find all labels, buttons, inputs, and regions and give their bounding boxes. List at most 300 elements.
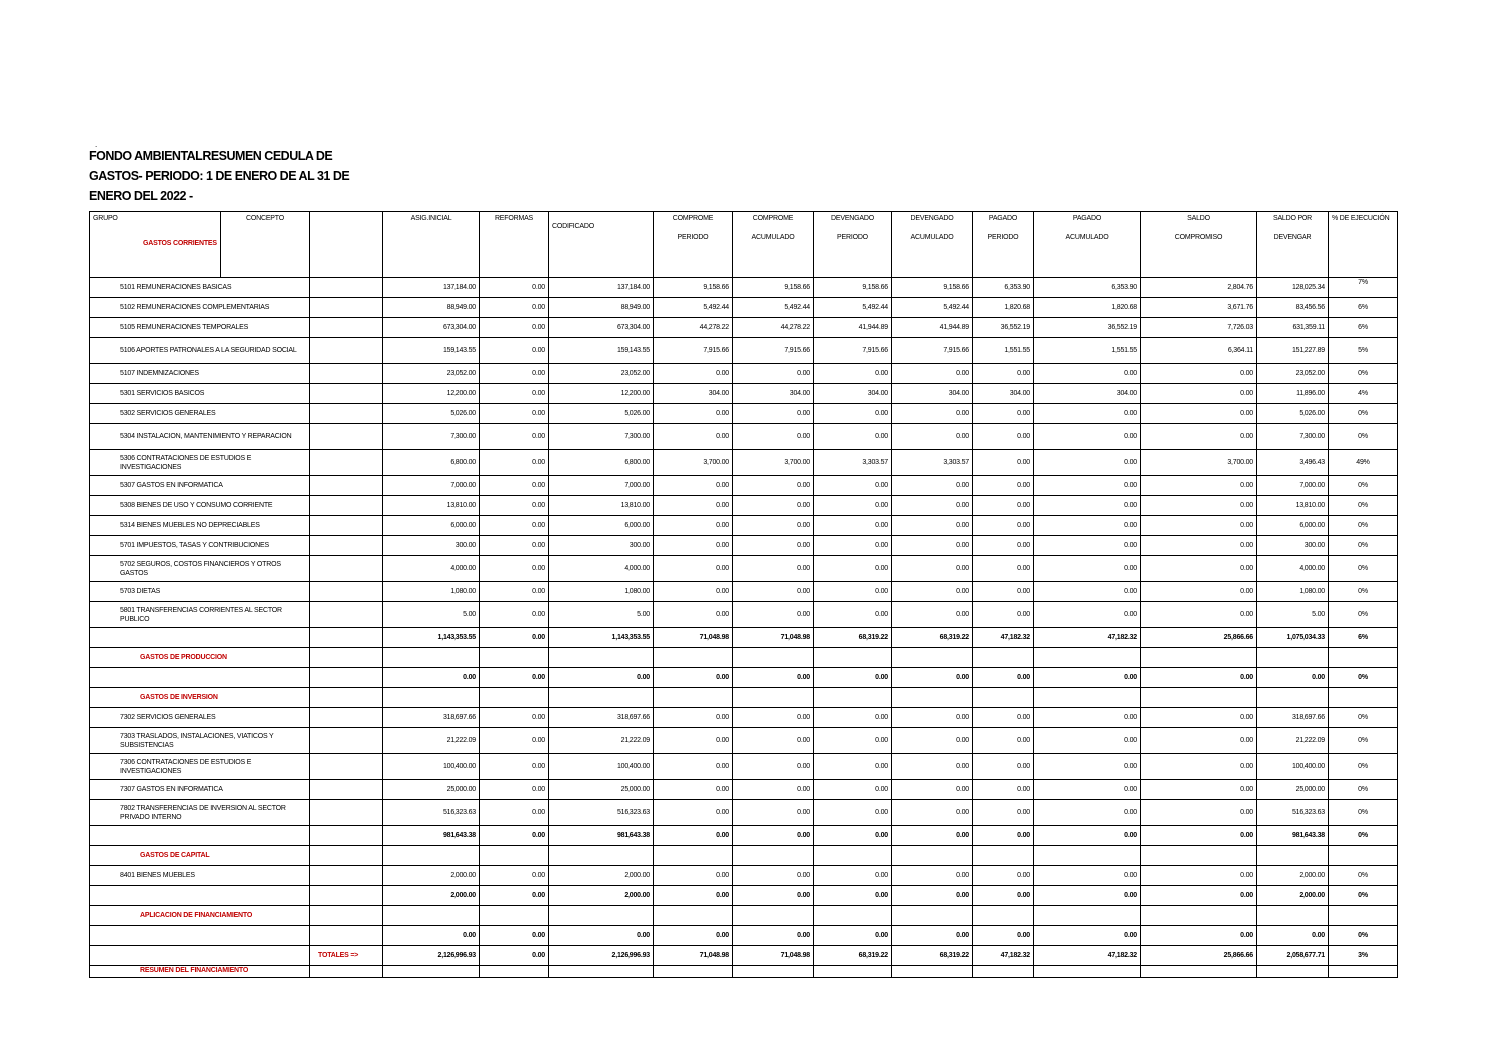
pag-acum-cell: 0.00 bbox=[1034, 476, 1141, 496]
pct-cell: 0% bbox=[1329, 424, 1398, 450]
header-reformas bbox=[480, 212, 549, 278]
dev-periodo-cell: 7,915.66 bbox=[814, 338, 892, 364]
comp-periodo-cell: 0.00 bbox=[654, 602, 733, 628]
table-row bbox=[90, 728, 1398, 754]
pag-acum-cell: 0.00 bbox=[1034, 582, 1141, 602]
codificado-cell: 6,800.00 bbox=[549, 450, 654, 476]
row-label-cell bbox=[310, 278, 383, 298]
asig-cell: 13,810.00 bbox=[383, 496, 480, 516]
empty-cell bbox=[733, 846, 814, 866]
reformas-cell: 0.00 bbox=[480, 450, 549, 476]
dev-periodo-cell: 0.00 bbox=[814, 754, 892, 780]
empty-cell bbox=[1329, 846, 1398, 866]
reformas-cell: 0.00 bbox=[480, 556, 549, 582]
header-pag-periodo-2: PERIODO bbox=[987, 234, 1019, 241]
saldo-devengar-cell: 128,025.34 bbox=[1257, 278, 1329, 298]
empty-cell bbox=[973, 648, 1034, 668]
empty-cell bbox=[1141, 906, 1257, 926]
comp-acum-cell: 0.00 bbox=[733, 536, 814, 556]
dev-acum-cell: 5,492.44 bbox=[892, 298, 973, 318]
empty-cell bbox=[1034, 846, 1141, 866]
reformas-cell: 0.00 bbox=[480, 536, 549, 556]
pag-acum-cell: 0.00 bbox=[1034, 556, 1141, 582]
concepto-cell: 5703 DIETAS bbox=[90, 582, 310, 602]
subtotal-row bbox=[90, 886, 1398, 906]
table-body bbox=[90, 212, 1398, 978]
dev-periodo-cell: 0.00 bbox=[814, 728, 892, 754]
comp-periodo-cell: 71,048.98 bbox=[654, 628, 733, 648]
comp-acum-cell: 0.00 bbox=[733, 556, 814, 582]
reformas-cell: 0.00 bbox=[480, 582, 549, 602]
pag-acum-cell: 0.00 bbox=[1034, 496, 1141, 516]
empty-cell bbox=[549, 648, 654, 668]
reformas-cell: 0.00 bbox=[480, 278, 549, 298]
saldo-comp-cell: 6,364.11 bbox=[1141, 338, 1257, 364]
table-row bbox=[90, 424, 1398, 450]
total-blank bbox=[90, 886, 310, 906]
comp-acum-cell: 44,278.22 bbox=[733, 318, 814, 338]
comp-acum-cell: 7,915.66 bbox=[733, 338, 814, 364]
header-saldo-comp-2: COMPROMISO bbox=[1174, 234, 1223, 241]
reformas-cell: 0.00 bbox=[480, 602, 549, 628]
dev-periodo-cell: 0.00 bbox=[814, 780, 892, 800]
header-comp-periodo-1: COMPROME bbox=[672, 215, 714, 222]
row-label-cell bbox=[310, 926, 383, 946]
asig-cell: 6,800.00 bbox=[383, 450, 480, 476]
pag-acum-cell: 0.00 bbox=[1034, 780, 1141, 800]
header-dev-periodo-2: PERIODO bbox=[837, 234, 868, 241]
pag-periodo-cell: 0.00 bbox=[973, 516, 1034, 536]
table-row bbox=[90, 364, 1398, 384]
pag-periodo-cell: 0.00 bbox=[973, 800, 1034, 826]
total-blank bbox=[90, 668, 310, 688]
table-row bbox=[90, 338, 1398, 364]
comp-periodo-cell: 3,700.00 bbox=[654, 450, 733, 476]
report-title bbox=[89, 146, 379, 206]
asig-cell: 7,000.00 bbox=[383, 476, 480, 496]
dev-acum-cell: 0.00 bbox=[892, 926, 973, 946]
dev-periodo-cell: 304.00 bbox=[814, 384, 892, 404]
asig-cell: 673,304.00 bbox=[383, 318, 480, 338]
saldo-comp-cell: 0.00 bbox=[1141, 582, 1257, 602]
pag-periodo-cell: 0.00 bbox=[973, 536, 1034, 556]
pag-periodo-cell: 0.00 bbox=[973, 754, 1034, 780]
codificado-cell: 100,400.00 bbox=[549, 754, 654, 780]
asig-cell: 7,300.00 bbox=[383, 424, 480, 450]
row-label-cell bbox=[310, 364, 383, 384]
table-row bbox=[90, 536, 1398, 556]
reformas-cell: 0.00 bbox=[480, 728, 549, 754]
saldo-devengar-cell: 1,080.00 bbox=[1257, 582, 1329, 602]
reformas-cell: 0.00 bbox=[480, 338, 549, 364]
pag-acum-cell: 0.00 bbox=[1034, 450, 1141, 476]
asig-cell: 23,052.00 bbox=[383, 364, 480, 384]
saldo-devengar-cell: 13,810.00 bbox=[1257, 496, 1329, 516]
saldo-comp-cell: 0.00 bbox=[1141, 708, 1257, 728]
pct-cell: 0% bbox=[1329, 556, 1398, 582]
pag-acum-cell: 304.00 bbox=[1034, 384, 1141, 404]
dev-periodo-cell: 0.00 bbox=[814, 496, 892, 516]
dev-periodo-cell: 0.00 bbox=[814, 926, 892, 946]
row-label-cell bbox=[310, 496, 383, 516]
comp-acum-cell: 0.00 bbox=[733, 476, 814, 496]
header-comp-periodo-2: PERIODO bbox=[677, 234, 709, 241]
saldo-comp-cell: 0.00 bbox=[1141, 602, 1257, 628]
header-dev-acum-1: DEVENGADO bbox=[910, 215, 954, 222]
empty-cell bbox=[654, 906, 733, 926]
dev-periodo-cell: 9,158.66 bbox=[814, 278, 892, 298]
comp-acum-cell: 0.00 bbox=[733, 496, 814, 516]
section-label: GASTOS DE PRODUCCION bbox=[90, 648, 310, 668]
comp-periodo-cell: 0.00 bbox=[654, 926, 733, 946]
row-label-cell bbox=[310, 668, 383, 688]
row-label-cell bbox=[310, 298, 383, 318]
pag-periodo-cell: 0.00 bbox=[973, 450, 1034, 476]
header-dev-periodo-1: DEVENGADO bbox=[831, 215, 874, 222]
header-pct bbox=[1329, 212, 1398, 278]
empty-cell bbox=[1034, 906, 1141, 926]
total-blank bbox=[90, 826, 310, 846]
saldo-comp-cell: 0.00 bbox=[1141, 404, 1257, 424]
reformas-cell: 0.00 bbox=[480, 516, 549, 536]
header-row bbox=[90, 212, 1398, 278]
row-label-cell bbox=[310, 826, 383, 846]
comp-acum-cell: 0.00 bbox=[733, 826, 814, 846]
empty-cell bbox=[1257, 846, 1329, 866]
empty-cell bbox=[973, 966, 1034, 978]
table-row bbox=[90, 384, 1398, 404]
empty-cell bbox=[1329, 906, 1398, 926]
header-comp-acum-2: ACUMULADO bbox=[751, 234, 795, 241]
reformas-cell: 0.00 bbox=[480, 404, 549, 424]
pag-acum-cell: 0.00 bbox=[1034, 516, 1141, 536]
reformas-cell: 0.00 bbox=[480, 866, 549, 886]
saldo-devengar-cell: 7,000.00 bbox=[1257, 476, 1329, 496]
title-line-1: FONDO AMBIENTALRESUMEN CEDULA DE bbox=[89, 149, 333, 163]
pct-cell: 0% bbox=[1329, 516, 1398, 536]
empty-cell bbox=[733, 648, 814, 668]
saldo-comp-cell: 25,866.66 bbox=[1141, 946, 1257, 966]
header-dev-acum-2: ACUMULADO bbox=[910, 234, 954, 241]
header-saldo-devengar bbox=[1257, 212, 1329, 278]
pct-cell: 0% bbox=[1329, 800, 1398, 826]
codificado-cell: 159,143.55 bbox=[549, 338, 654, 364]
pag-acum-cell: 0.00 bbox=[1034, 708, 1141, 728]
table-row bbox=[90, 404, 1398, 424]
pag-acum-cell: 47,182.32 bbox=[1034, 946, 1141, 966]
comp-acum-cell: 0.00 bbox=[733, 728, 814, 754]
pct-cell: 6% bbox=[1329, 628, 1398, 648]
empty-cell bbox=[383, 648, 480, 668]
pct-cell: 0% bbox=[1329, 602, 1398, 628]
header-asig-label: ASIG.INICIAL bbox=[410, 215, 452, 222]
dev-periodo-cell: 0.00 bbox=[814, 668, 892, 688]
codificado-cell: 0.00 bbox=[549, 926, 654, 946]
reformas-cell: 0.00 bbox=[480, 754, 549, 780]
concepto-cell: 7302 SERVICIOS GENERALES bbox=[90, 708, 310, 728]
empty-cell bbox=[654, 846, 733, 866]
comp-acum-cell: 0.00 bbox=[733, 780, 814, 800]
section-label: GASTOS DE CAPITAL bbox=[90, 846, 310, 866]
empty-cell bbox=[310, 966, 383, 978]
header-concepto bbox=[221, 212, 310, 278]
empty-cell bbox=[310, 688, 383, 708]
table-row bbox=[90, 496, 1398, 516]
pct-cell: 7% bbox=[1329, 278, 1398, 298]
comp-acum-cell: 0.00 bbox=[733, 516, 814, 536]
pag-periodo-cell: 36,552.19 bbox=[973, 318, 1034, 338]
comp-periodo-cell: 0.00 bbox=[654, 754, 733, 780]
pag-acum-cell: 0.00 bbox=[1034, 404, 1141, 424]
pag-periodo-cell: 0.00 bbox=[973, 708, 1034, 728]
pct-cell: 0% bbox=[1329, 536, 1398, 556]
asig-cell: 0.00 bbox=[383, 926, 480, 946]
empty-cell bbox=[1141, 648, 1257, 668]
pag-periodo-cell: 6,353.90 bbox=[973, 278, 1034, 298]
dev-periodo-cell: 0.00 bbox=[814, 556, 892, 582]
saldo-devengar-cell: 23,052.00 bbox=[1257, 364, 1329, 384]
comp-acum-cell: 0.00 bbox=[733, 708, 814, 728]
pag-acum-cell: 36,552.19 bbox=[1034, 318, 1141, 338]
codificado-cell: 2,000.00 bbox=[549, 866, 654, 886]
codificado-cell: 981,643.38 bbox=[549, 826, 654, 846]
header-pag-periodo-1: PAGADO bbox=[988, 215, 1018, 222]
comp-acum-cell: 0.00 bbox=[733, 404, 814, 424]
row-label-cell bbox=[310, 424, 383, 450]
empty-cell bbox=[1034, 648, 1141, 668]
comp-periodo-cell: 0.00 bbox=[654, 668, 733, 688]
codificado-cell: 516,323.63 bbox=[549, 800, 654, 826]
section-label: RESUMEN DEL FINANCIAMIENTO bbox=[90, 966, 310, 978]
pag-periodo-cell: 0.00 bbox=[973, 866, 1034, 886]
dev-periodo-cell: 0.00 bbox=[814, 708, 892, 728]
table-row bbox=[90, 298, 1398, 318]
saldo-devengar-cell: 21,222.09 bbox=[1257, 728, 1329, 754]
dev-periodo-cell: 0.00 bbox=[814, 424, 892, 450]
dev-periodo-cell: 0.00 bbox=[814, 866, 892, 886]
pct-cell: 6% bbox=[1329, 298, 1398, 318]
codificado-cell: 673,304.00 bbox=[549, 318, 654, 338]
empty-cell bbox=[383, 688, 480, 708]
pag-periodo-cell: 0.00 bbox=[973, 886, 1034, 906]
row-label-cell bbox=[310, 338, 383, 364]
table-row bbox=[90, 800, 1398, 826]
row-label-cell bbox=[310, 476, 383, 496]
title-line-3: ENERO DEL 2022 - bbox=[89, 189, 193, 203]
reformas-cell: 0.00 bbox=[480, 886, 549, 906]
saldo-comp-cell: 0.00 bbox=[1141, 728, 1257, 754]
empty-cell bbox=[480, 846, 549, 866]
empty-cell bbox=[814, 966, 892, 978]
codificado-cell: 1,080.00 bbox=[549, 582, 654, 602]
reformas-cell: 0.00 bbox=[480, 318, 549, 338]
concepto-cell: 5306 CONTRATACIONES DE ESTUDIOS E INVESTIGACIONES bbox=[90, 450, 310, 476]
asig-cell: 300.00 bbox=[383, 536, 480, 556]
header-comp-periodo bbox=[654, 212, 733, 278]
saldo-comp-cell: 0.00 bbox=[1141, 754, 1257, 780]
comp-periodo-cell: 0.00 bbox=[654, 364, 733, 384]
empty-cell bbox=[1257, 648, 1329, 668]
empty-cell bbox=[654, 688, 733, 708]
header-pag-periodo bbox=[973, 212, 1034, 278]
comp-acum-cell: 304.00 bbox=[733, 384, 814, 404]
concepto-cell: 5307 GASTOS EN INFORMATICA bbox=[90, 476, 310, 496]
pag-acum-cell: 0.00 bbox=[1034, 602, 1141, 628]
empty-cell bbox=[1329, 648, 1398, 668]
asig-cell: 4,000.00 bbox=[383, 556, 480, 582]
header-concepto-label: CONCEPTO bbox=[246, 215, 284, 222]
empty-cell bbox=[1034, 688, 1141, 708]
comp-periodo-cell: 0.00 bbox=[654, 404, 733, 424]
pag-periodo-cell: 304.00 bbox=[973, 384, 1034, 404]
dev-periodo-cell: 0.00 bbox=[814, 602, 892, 628]
dev-acum-cell: 0.00 bbox=[892, 496, 973, 516]
empty-cell bbox=[549, 966, 654, 978]
empty-cell bbox=[480, 688, 549, 708]
dev-acum-cell: 0.00 bbox=[892, 708, 973, 728]
pag-acum-cell: 0.00 bbox=[1034, 668, 1141, 688]
pct-cell: 0% bbox=[1329, 926, 1398, 946]
empty-cell bbox=[814, 846, 892, 866]
concepto-cell: 5702 SEGUROS, COSTOS FINANCIEROS Y OTROS GASTOS bbox=[90, 556, 310, 582]
asig-cell: 516,323.63 bbox=[383, 800, 480, 826]
codificado-cell: 5,026.00 bbox=[549, 404, 654, 424]
saldo-comp-cell: 0.00 bbox=[1141, 556, 1257, 582]
concepto-cell: 5302 SERVICIOS GENERALES bbox=[90, 404, 310, 424]
empty-cell bbox=[480, 966, 549, 978]
asig-cell: 88,949.00 bbox=[383, 298, 480, 318]
empty-cell bbox=[1141, 966, 1257, 978]
dev-acum-cell: 0.00 bbox=[892, 754, 973, 780]
dev-acum-cell: 0.00 bbox=[892, 602, 973, 628]
dev-acum-cell: 3,303.57 bbox=[892, 450, 973, 476]
concepto-cell: 5105 REMUNERACIONES TEMPORALES bbox=[90, 318, 310, 338]
comp-periodo-cell: 44,278.22 bbox=[654, 318, 733, 338]
reformas-cell: 0.00 bbox=[480, 946, 549, 966]
pag-acum-cell: 0.00 bbox=[1034, 800, 1141, 826]
empty-cell bbox=[1141, 688, 1257, 708]
dev-periodo-cell: 68,319.22 bbox=[814, 628, 892, 648]
pag-periodo-cell: 47,182.32 bbox=[973, 946, 1034, 966]
asig-cell: 159,143.55 bbox=[383, 338, 480, 364]
comp-acum-cell: 9,158.66 bbox=[733, 278, 814, 298]
row-label-cell bbox=[310, 404, 383, 424]
empty-cell bbox=[892, 906, 973, 926]
codificado-cell: 2,126,996.93 bbox=[549, 946, 654, 966]
reformas-cell: 0.00 bbox=[480, 476, 549, 496]
asig-cell: 318,697.66 bbox=[383, 708, 480, 728]
dev-acum-cell: 0.00 bbox=[892, 516, 973, 536]
saldo-comp-cell: 0.00 bbox=[1141, 516, 1257, 536]
empty-cell bbox=[814, 906, 892, 926]
comp-acum-cell: 5,492.44 bbox=[733, 298, 814, 318]
table-row bbox=[90, 476, 1398, 496]
comp-periodo-cell: 0.00 bbox=[654, 516, 733, 536]
pct-cell: 0% bbox=[1329, 582, 1398, 602]
saldo-comp-cell: 0.00 bbox=[1141, 800, 1257, 826]
subtotal-row bbox=[90, 926, 1398, 946]
pag-acum-cell: 0.00 bbox=[1034, 728, 1141, 754]
saldo-devengar-cell: 516,323.63 bbox=[1257, 800, 1329, 826]
dev-periodo-cell: 0.00 bbox=[814, 800, 892, 826]
reformas-cell: 0.00 bbox=[480, 298, 549, 318]
reformas-cell: 0.00 bbox=[480, 780, 549, 800]
empty-cell bbox=[814, 688, 892, 708]
empty-cell bbox=[654, 966, 733, 978]
header-pag-acum-2: ACUMULADO bbox=[1065, 234, 1109, 241]
reformas-cell: 0.00 bbox=[480, 496, 549, 516]
header-asig bbox=[383, 212, 480, 278]
saldo-devengar-cell: 2,058,677.71 bbox=[1257, 946, 1329, 966]
row-label-cell bbox=[310, 318, 383, 338]
asig-cell: 0.00 bbox=[383, 668, 480, 688]
saldo-comp-cell: 0.00 bbox=[1141, 384, 1257, 404]
pag-periodo-cell: 0.00 bbox=[973, 602, 1034, 628]
header-saldo-comp bbox=[1141, 212, 1257, 278]
asig-cell: 137,184.00 bbox=[383, 278, 480, 298]
empty-cell bbox=[733, 906, 814, 926]
codificado-cell: 13,810.00 bbox=[549, 496, 654, 516]
comp-periodo-cell: 0.00 bbox=[654, 496, 733, 516]
comp-periodo-cell: 0.00 bbox=[654, 476, 733, 496]
comp-acum-cell: 71,048.98 bbox=[733, 628, 814, 648]
pag-acum-cell: 0.00 bbox=[1034, 536, 1141, 556]
empty-cell bbox=[383, 966, 480, 978]
dev-acum-cell: 0.00 bbox=[892, 364, 973, 384]
codificado-cell: 25,000.00 bbox=[549, 780, 654, 800]
table-row bbox=[90, 516, 1398, 536]
empty-cell bbox=[973, 906, 1034, 926]
asig-cell: 981,643.38 bbox=[383, 826, 480, 846]
header-codificado-label: CODIFICADO bbox=[552, 223, 594, 230]
dev-acum-cell: 0.00 bbox=[892, 728, 973, 754]
header-saldo-devengar-2: DEVENGAR bbox=[1273, 234, 1312, 241]
empty-cell bbox=[310, 846, 383, 866]
section-row bbox=[90, 906, 1398, 926]
comp-periodo-cell: 9,158.66 bbox=[654, 278, 733, 298]
dev-periodo-cell: 0.00 bbox=[814, 516, 892, 536]
codificado-cell: 7,300.00 bbox=[549, 424, 654, 450]
empty-cell bbox=[310, 648, 383, 668]
pag-periodo-cell: 0.00 bbox=[973, 496, 1034, 516]
reformas-cell: 0.00 bbox=[480, 424, 549, 450]
codificado-cell: 6,000.00 bbox=[549, 516, 654, 536]
pct-cell: 3% bbox=[1329, 946, 1398, 966]
pct-cell: 5% bbox=[1329, 338, 1398, 364]
dev-periodo-cell: 0.00 bbox=[814, 582, 892, 602]
codificado-cell: 23,052.00 bbox=[549, 364, 654, 384]
empty-cell bbox=[1329, 966, 1398, 978]
saldo-comp-cell: 0.00 bbox=[1141, 886, 1257, 906]
pct-cell: 4% bbox=[1329, 384, 1398, 404]
table-row bbox=[90, 278, 1398, 298]
asig-cell: 2,000.00 bbox=[383, 886, 480, 906]
dev-acum-cell: 0.00 bbox=[892, 866, 973, 886]
saldo-comp-cell: 0.00 bbox=[1141, 536, 1257, 556]
dev-acum-cell: 0.00 bbox=[892, 582, 973, 602]
dev-periodo-cell: 68,319.22 bbox=[814, 946, 892, 966]
dev-periodo-cell: 0.00 bbox=[814, 404, 892, 424]
saldo-comp-cell: 0.00 bbox=[1141, 780, 1257, 800]
saldo-devengar-cell: 0.00 bbox=[1257, 668, 1329, 688]
dev-acum-cell: 0.00 bbox=[892, 800, 973, 826]
pct-cell: 0% bbox=[1329, 404, 1398, 424]
empty-cell bbox=[383, 846, 480, 866]
empty-cell bbox=[892, 846, 973, 866]
pag-acum-cell: 0.00 bbox=[1034, 424, 1141, 450]
pag-acum-cell: 0.00 bbox=[1034, 926, 1141, 946]
reformas-cell: 0.00 bbox=[480, 364, 549, 384]
